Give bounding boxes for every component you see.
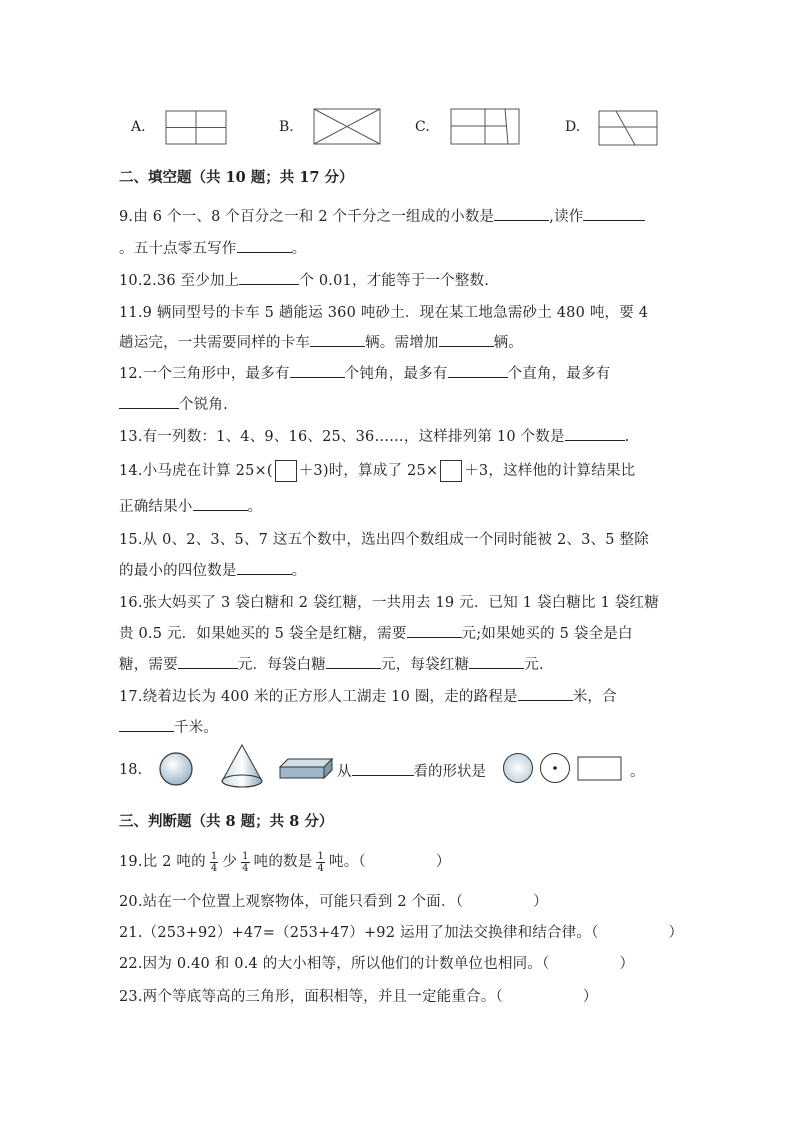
answer-blank[interactable] [494,208,549,221]
answer-blank[interactable] [583,208,645,221]
answer-blank[interactable] [193,498,248,511]
cone-icon [219,743,265,789]
question-14-line-2: 正确结果小 。 [119,499,263,515]
question-21: 21.（253+92）+47=（253+47）+92 运用了加法交换律和结合律。（ ） [119,925,684,941]
question-16-line-1: 16.张大妈买了 3 袋白糖和 2 袋红糖，一共用去 19 元．已知 1 袋白糖比 1 袋红糖 [119,595,659,611]
question-10: 10.2.36 至少加上 个 0.01，才能等于一个整数. [119,273,490,289]
answer-blank[interactable] [326,656,381,669]
question-23: 23.两个等底等高的三角形，面积相等，并且一定能重合。（ ） [119,989,598,1005]
section-2-title: 二、填空题（共 10 题；共 17 分） [119,169,354,186]
answer-blank[interactable] [119,396,179,409]
grid-2x2-rectangle-icon [165,110,227,146]
question-22: 22.因为 0.40 和 0.4 的大小相等，所以他们的计数单位也相同。（ ） [119,956,635,972]
circle-view-icon [501,752,535,784]
answer-blank[interactable] [119,719,174,732]
question-11-line-2: 趟运完，一共需要同样的卡车 辆。需增加 辆。 [119,335,524,351]
cuboid-icon [278,757,334,781]
question-9-line-2: 。五十点零五写作 。 [119,241,307,257]
sphere-icon [158,751,194,787]
question-18-number: 18. [119,762,143,778]
crossed-rectangle-icon [313,108,381,146]
answer-blank[interactable] [407,625,462,638]
answer-blank[interactable] [469,656,524,669]
answer-blank[interactable] [310,334,365,347]
answer-blank[interactable] [352,763,414,776]
section-3-title: 三、判断题（共 8 题；共 8 分） [119,813,334,830]
fraction: $\frac{1}{4}$ [242,850,249,874]
answer-blank[interactable] [448,365,508,378]
question-9-line-1: 9.由 6 个一、8 个百分之一和 2 个千分之一组成的小数是 ,读作 [119,205,645,226]
box-placeholder [440,460,462,482]
answer-blank[interactable] [439,334,494,347]
option-d-label: D. [565,119,581,135]
question-15-line-1: 15.从 0、2、3、5、7 这五个数中，选出四个数组成一个同时能被 2、3、5 整除 [119,532,649,548]
question-12-line-1: 12.一个三角形中，最多有 个钝角，最多有 个直角，最多有 [119,366,611,382]
circle-with-dot-view-icon [538,752,572,784]
question-14-line-1: 14.小马虎在计算 25×( ＋3)时，算成了 25× ＋3，这样他的计算结果比 [119,459,635,482]
option-c-label: C. [415,119,430,135]
answer-blank[interactable] [565,428,625,441]
fraction: $\frac{1}{4}$ [317,850,325,874]
question-19: 19.比 2 吨的 $\frac{1}{4}$ 少 $\frac{1}{4}$ 吨的数是 $\frac{1}{4}$ 吨。（ ） [119,850,451,874]
question-15-line-2: 的最小的四位数是 。 [119,563,307,579]
answer-blank[interactable] [237,562,292,575]
option-b-label: B. [279,119,294,135]
slanted-split-rectangle-icon [598,110,658,147]
answer-blank[interactable] [178,656,238,669]
answer-blank[interactable] [237,240,292,253]
question-17-line-2: 千米。 [119,716,218,737]
question-16-line-2: 贵 0.5 元．如果她买的 5 袋全是红糖，需要 元;如果她买的 5 袋全是白 [119,626,633,642]
box-placeholder [275,460,297,482]
answer-blank[interactable] [290,365,345,378]
option-a-label: A. [131,119,146,135]
question-12-line-2: 个锐角. [119,393,228,414]
answer-blank[interactable] [518,688,573,701]
question-16-line-3: 糖，需要 元．每袋白糖 元，每袋红糖 元. [119,657,544,673]
rectangle-view-icon [577,756,623,782]
split-rectangle-icon [450,108,520,146]
question-20: 20.站在一个位置上观察物体，可能只看到 2 个面．（ ） [119,894,548,910]
question-13: 13.有一列数：1、4、9、16、25、36……，这样排列第 10 个数是 . [119,429,630,445]
fraction: $\frac{1}{4}$ [210,850,218,874]
answer-blank[interactable] [239,272,299,285]
question-11-line-1: 11.9 辆同型号的卡车 5 趟能运 360 吨砂土．现在某工地急需砂土 480 吨，要 4 [119,305,649,321]
question-17-line-1: 17.绕着边长为 400 米的正方形人工湖走 10 圈，走的路程是 米，合 [119,689,617,705]
